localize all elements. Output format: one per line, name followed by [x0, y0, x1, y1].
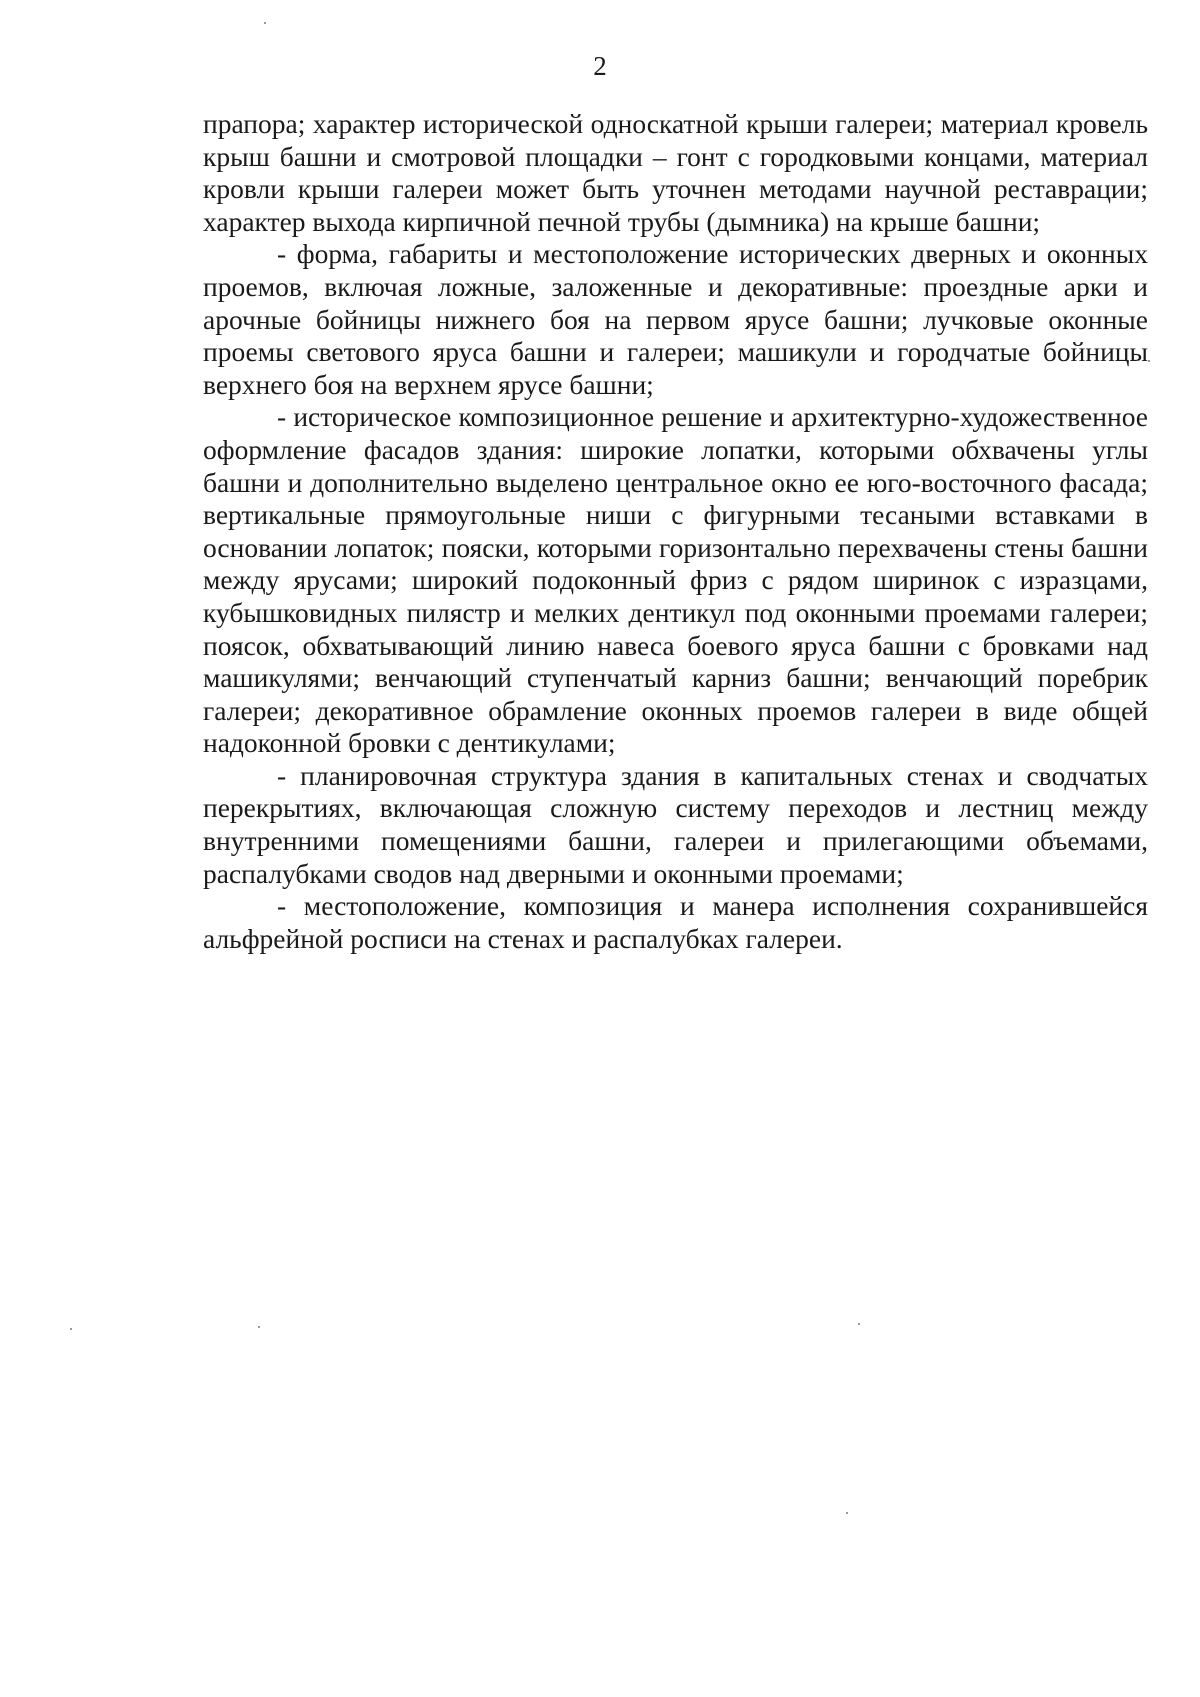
scan-speck: [264, 22, 266, 24]
scan-speck: [258, 1326, 260, 1328]
paragraph-continuation: прапора; характер исторической односкатной крыши галереи; материал кровель крыш башни и смотровой площадки – гонт с городковыми концами, материал кровли крыши галереи может быть уточнен методами научной реставрации; характер выхода кирпичной печной трубы (дымника) на крыше башни;: [203, 108, 1148, 237]
paragraph-facades: - историческое композиционное решение и архитектурно-художественное оформление фасадов здания: широкие лопатки, которыми обхвачены углы башни и дополнительно выделено центральное окно ее юго-восточного фасада; вертикальные прямоугольные ниши с фигурными тесаными вставками в основании лопаток; пояски, которыми горизонтально перехвачены стены башни между ярусами; широкий подоконный фриз с рядом ширинок с изразцами, кубышковидных пилястр и мелких дентикул под оконными проемами галереи; поясок, обхватывающий линию навеса боевого яруса башни с бровками над машикулями; венчающий ступенчатый карниз башни; венчающий поребрик галереи; декоративное обрамление оконных проемов галереи в виде общей надоконной бровки с дентикулами;: [203, 401, 1148, 759]
body-text: [203, 108, 1148, 955]
page-number: 2: [593, 51, 607, 81]
scan-speck: [858, 1323, 860, 1325]
paragraph-layout: - планировочная структура здания в капитальных стенах и сводчатых перекрытиях, включающая сложную систему переходов и лестниц между внутренними помещениями башни, галереи и прилегающими объемами, распалубками сводов над дверными и оконными проемами;: [203, 759, 1148, 889]
scan-speck: [846, 1512, 848, 1514]
paragraph-openings: - форма, габариты и местоположение исторических дверных и оконных проемов, включая ложные, заложенные и декоративные: проездные арки и арочные бойницы нижнего боя на первом ярусе башни; лучковые оконные проемы светового яруса башни и галереи; машикули и городчатые бойницы верхнего боя на верхнем ярусе башни;: [203, 238, 1148, 400]
paragraph-painting: - местоположение, композиция и манера исполнения сохранившейся альфрейной росписи на стенах и распалубках галереи.: [203, 890, 1148, 954]
scan-speck: [1148, 360, 1150, 362]
scan-speck: [70, 1328, 72, 1330]
